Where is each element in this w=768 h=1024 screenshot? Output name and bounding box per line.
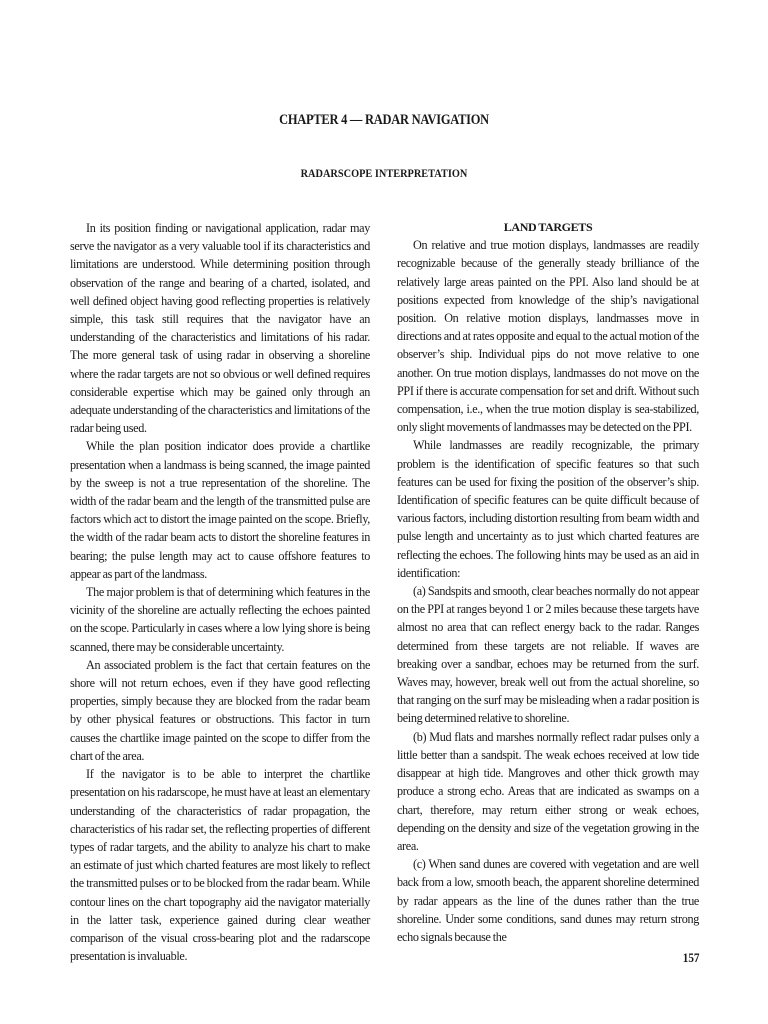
left-column — [70, 219, 370, 965]
right-column — [397, 218, 699, 946]
paragraph: If the navigator is to be able to interpret the chartlike presentation on his radarscope, he must have at least an elementary understanding of the characteristics of radar propagation, the characteristics of his radar set, the reflecting properties of different types of radar targets, and the ability to analyze his chart to make an estimate of just which charted features are most likely to reflect the transmitted pulses or to be blocked from the radar beam. While contour lines on the chart topography aid the navigator materially in the latter task, experience gained during clear weather comparison of the visual cross-bearing plot and the radarscope presentation is invaluable. — [70, 767, 370, 964]
page-number: 157 — [682, 950, 699, 965]
land-targets-heading: LAND TARGETS — [503, 220, 593, 234]
paragraph: While the plan position indicator does provide a chartlike presentation when a landmass is being scanned, the image painted by the sweep is not a true representation of the shoreline. The width of the radar beam and the length of the transmitted pulse are factors which act to distort the image painted on the scope. Briefly, the width of the radar beam acts to distort the shoreline features in bearing; the pulse length may act to cause offshore features to appear as part of the landmass. — [70, 439, 370, 581]
paragraph: (c) When sand dunes are covered with vegetation and are well back from a low, smooth beach, the apparent shoreline determined by radar appears as the line of the dunes rather than the true shoreline. Under some conditions, sand dunes may return strong echo signals because the — [397, 857, 699, 944]
paragraph: In its position finding or navigational application, radar may serve the navigator as a very valuable tool if its characteristics and limitations are understood. While determining position through observation of the range and bearing of a charted, isolated, and well defined object having good reflecting properties is relatively simple, this task still requires that the navigator have an understanding of the characteristics and limitations of his radar. The more general task of using radar in observing a shoreline where the radar targets are not so obvious or well defined requires considerable expertise which may be gained only through an adequate understanding of the characteristics and limitations of the radar being used. — [70, 221, 370, 436]
section-title: RADARSCOPE INTERPRETATION — [300, 166, 468, 180]
paragraph: (b) Mud flats and marshes normally reflect radar pulses only a little better than a sandspit. The weak echoes received at low tide disappear at high tide. Mangroves and other thick growth may produce a strong echo. Areas that are indicated as swamps on a chart, therefore, may return either strong or weak echoes, depending on the density and size of the vegetation growing in the area. — [397, 729, 699, 853]
paragraph: The major problem is that of determining which features in the vicinity of the shoreline are actually reflecting the echoes painted on the scope. Particularly in cases where a low lying shore is being scanned, there may be considerable uncertainty. — [70, 585, 370, 654]
paragraph: (a) Sandspits and smooth, clear beaches normally do not appear on the PPI at ranges beyond 1 or 2 miles because these targets have almost no area that can reflect energy back to the radar. Ranges determined from these targets are not reliable. If waves are breaking over a sandbar, echoes may be returned from the surf. Waves may, however, break well out from the actual shoreline, so that ranging on the surf may be misleading when a radar position is being determined relative to shoreline. — [397, 584, 699, 726]
chapter-title: CHAPTER 4 — RADAR NAVIGATION — [279, 112, 489, 128]
paragraph: An associated problem is the fact that certain features on the shore will not return echoes, even if they have good reflecting properties, simply because they are blocked from the radar beam by other physical features or obstructions. This factor in turn causes the chartlike image painted on the scope to differ from the chart of the area. — [70, 657, 370, 763]
paragraph: On relative and true motion displays, landmasses are readily recognizable because of the generally steady brilliance of the relatively large areas painted on the PPI. Also land should be at positions expected from knowledge of the ship’s navigational position. On relative motion displays, landmasses move in directions and at rates opposite and equal to the actual motion of the observer’s ship. Individual pips do not move relative to one another. On true motion displays, landmasses do not move on the PPI if there is accurate compensation for set and drift. Without such compensation, i.e., when the true motion display is sea-stabilized, only slight movements of landmasses may be detected on the PPI. — [397, 238, 699, 435]
paragraph: While landmasses are readily recognizable, the primary problem is the identification of specific features so that such features can be used for fixing the position of the observer’s ship. Identification of specific features can be quite difficult because of various factors, including distortion resulting from beam width and pulse length and uncertainty as to just which charted features are reflecting the echoes. The following hints may be used as an aid in identification: — [397, 438, 699, 580]
